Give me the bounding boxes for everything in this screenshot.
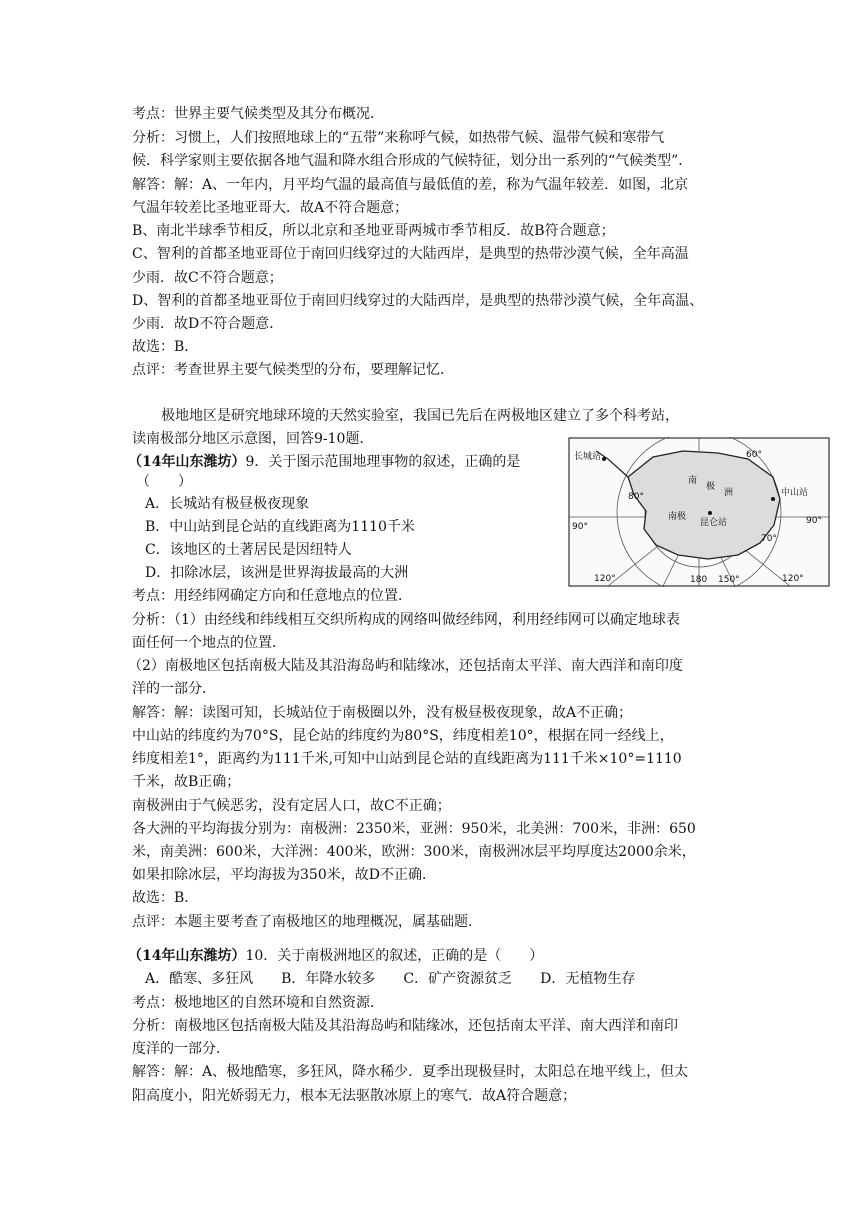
- text-line: 点评：本题主要考查了南极地区的地理概况，属基础题．: [132, 914, 482, 930]
- text-line: 候．科学家则主要依据各地气温和降水组合形成的气候特征，划分出一系列的“气候类型”．: [132, 153, 693, 169]
- source-tag: （14年山东潍坊）: [128, 948, 246, 964]
- text-line: C、智利的首都圣地亚哥位于南回归线穿过的大陆西岸，是典型的热带沙漠气候，全年高温: [132, 246, 689, 262]
- zhongshan-station-dot: [771, 497, 775, 501]
- text-line: 各大洲的平均海拔分别为：南极洲：2350米，亚洲：950米，北美洲：700米，非洲：650: [132, 821, 696, 837]
- text-line: 考点：极地地区的自然环境和自然资源．: [132, 995, 384, 1011]
- label-lat-60: 60°: [746, 450, 762, 460]
- text-line: 度洋的一部分．: [132, 1041, 230, 1057]
- text-line: 解答：解：A、一年内，月平均气温的最高值与最低值的差，称为气温年较差．如图，北京: [132, 177, 689, 193]
- antarctic-map: [568, 437, 830, 587]
- text-line: 纬度相差1°，距离约为111千米,可知中山站到昆仑站的直线距离为111千米×10°=1110: [132, 751, 682, 767]
- text-line: 解答：解：A、极地酷寒，多狂风，降水稀少．夏季出现极昼时，太阳总在地平线上，但太: [132, 1064, 689, 1080]
- label-lon-bl: 120°: [594, 574, 616, 584]
- text-line: 考点：用经纬网确定方向和任意地点的位置．: [132, 588, 412, 604]
- text-line: 千米，故B正确；: [132, 774, 241, 790]
- kunlun-station-dot: [708, 511, 712, 515]
- label-lon-right: 90°: [806, 516, 822, 526]
- text-line: D、智利的首都圣地亚哥位于南回归线穿过的大陆西岸，是典型的热带沙漠气候，全年高温、: [132, 293, 704, 309]
- question-10-text: 10．关于南极洲地区的叙述，正确的是（ ）: [245, 948, 544, 964]
- option-a: A．长城站有极昼极夜现象: [145, 496, 310, 512]
- label-zhongshan: 中山站: [781, 488, 809, 498]
- text-line: 分析：南极地区包括南极大陆及其沿海岛屿和陆缘冰，还包括南太平洋、南大西洋和南印: [132, 1018, 678, 1034]
- option-d: D．扣除冰层，该洲是世界海拔最高的大洲: [145, 565, 409, 581]
- text-line: 如果扣除冰层，平均海拔为350米，故D不正确．: [132, 867, 436, 883]
- text-line: 极地地区是研究地球环境的天然实验室，我国已先后在两极地区建立了多个科考站，: [161, 408, 679, 424]
- text-line: 分析：习惯上，人们按照地球上的“五带”来称呼气候，如热带气候、温带气候和寒带气: [132, 130, 665, 146]
- label-continent-3: 洲: [724, 488, 734, 498]
- label-continent-2: 极: [706, 482, 716, 492]
- text-line: 少雨．故C不符合题意；: [132, 270, 283, 286]
- label-lon-left: 90°: [572, 522, 588, 532]
- text-line: 故选：B．: [132, 890, 199, 906]
- text-line: 米，南美洲：600米，大洋洲：400米，欧洲：300米，南极洲冰层平均厚度达2000余米，: [132, 844, 696, 860]
- text-line: 面任何一个地点的位置．: [132, 635, 286, 651]
- label-lon-150: 150°: [718, 575, 740, 585]
- label-lat-70: 70°: [761, 534, 777, 544]
- text-line: （2）南极地区包括南极大陆及其沿海岛屿和陆缘冰，还包括南太平洋、南大西洋和南印度: [128, 658, 683, 674]
- label-continent-1: 南: [688, 476, 698, 486]
- label-nanji: 南极: [668, 512, 687, 522]
- text-line: 阳高度小，阳光娇弱无力，根本无法驱散冰原上的寒气．故A符合题意；: [132, 1088, 577, 1104]
- label-lat-80: 80°: [628, 492, 644, 502]
- option-b: B．中山站到昆仑站的直线距离为1110千米: [145, 519, 415, 535]
- question-9-text: 9．关于图示范围地理事物的叙述，正确的是: [245, 454, 521, 470]
- text-line: （ ）: [136, 474, 192, 490]
- text-line: 少雨．故D不符合题意．: [132, 316, 284, 332]
- label-kunlun: 昆仑站: [700, 518, 728, 528]
- option-c: C．该地区的土著居民是因纽特人: [145, 542, 352, 558]
- text-line: 南极洲由于气候恶劣，没有定居人口，故C不正确；: [132, 798, 451, 814]
- label-changcheng: 长城站: [574, 452, 602, 462]
- label-lon-br: 120°: [782, 574, 804, 584]
- text-line: 故选：B．: [132, 339, 199, 355]
- label-lon-bottom: 180: [690, 575, 708, 585]
- text-line: 读南极部分地区示意图，回答9-10题．: [132, 431, 374, 447]
- text-line: 考点：世界主要气候类型及其分布概况．: [132, 106, 384, 122]
- question-10-options: A．酷寒、多狂风 B．年降水较多 C．矿产资源贫乏 D．无植物生存: [145, 971, 636, 987]
- text-line: 点评：考查世界主要气候类型的分布，要理解记忆．: [132, 362, 454, 378]
- question-10-stem: [128, 946, 543, 966]
- source-tag: （14年山东潍坊）: [128, 454, 246, 470]
- text-line: 解答：解：读图可知，长城站位于南极圈以外，没有极昼极夜现象，故A不正确；: [132, 705, 633, 721]
- question-9-stem: [128, 452, 520, 472]
- text-line: 分析：（1）由经线和纬线相互交织所构成的网络叫做经纬网，利用经纬网可以确定地球表: [132, 612, 680, 628]
- text-line: 气温年较差比圣地亚哥大．故A不符合题意；: [132, 200, 409, 216]
- text-line: 洋的一部分．: [132, 681, 216, 697]
- text-line: B、南北半球季节相反，所以北京和圣地亚哥两城市季节相反．故B符合题意；: [132, 223, 615, 239]
- text-line: 中山站的纬度约为70°S，昆仑站的纬度约为80°S，纬度相差10°，根据在同一经线上，: [132, 728, 674, 744]
- changcheng-station-dot: [602, 457, 606, 461]
